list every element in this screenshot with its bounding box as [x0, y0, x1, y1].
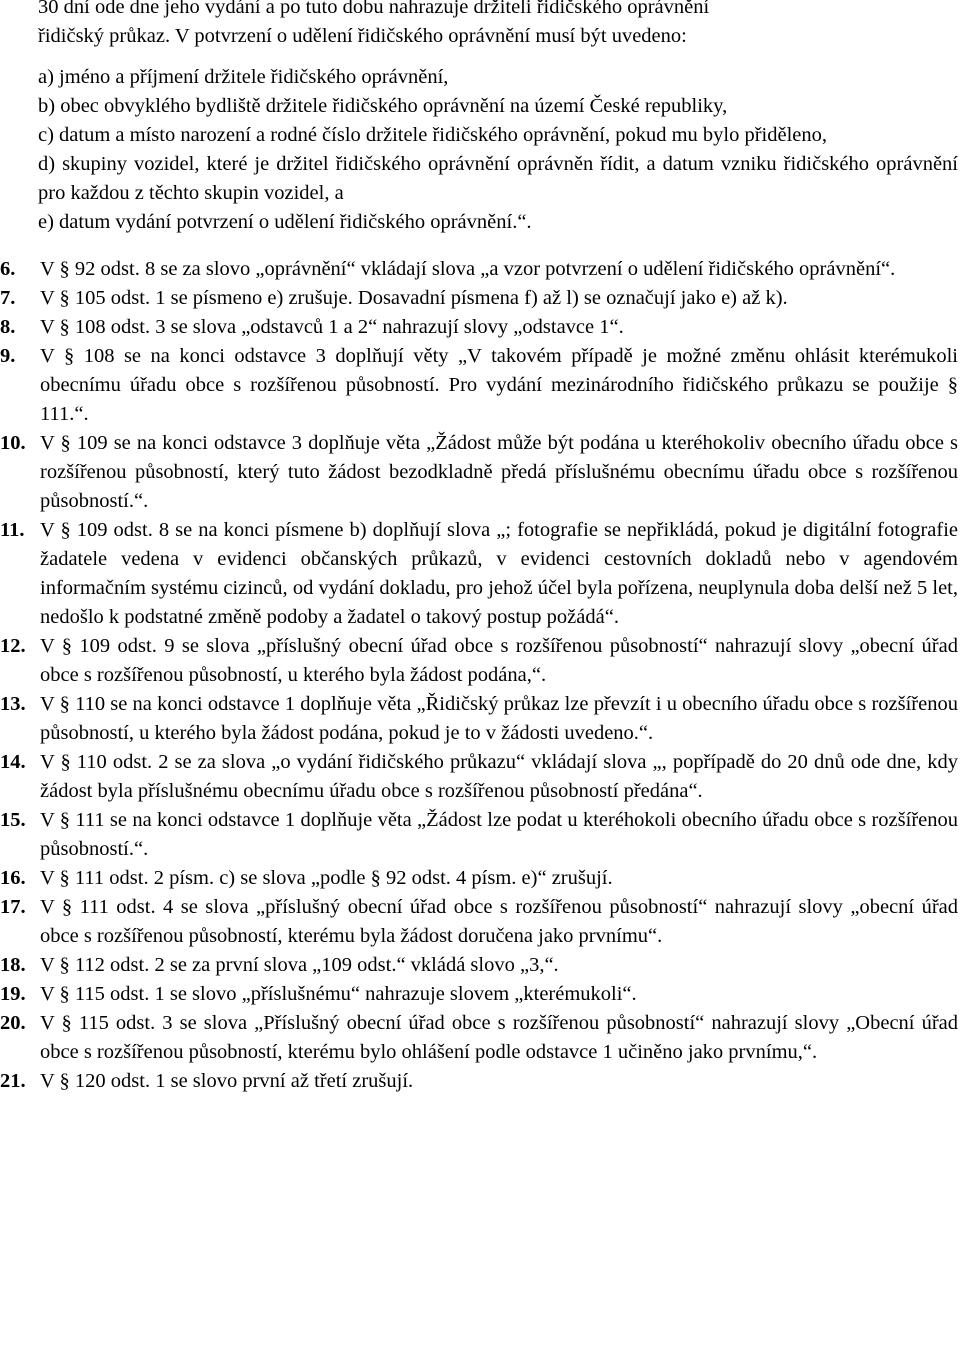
intro-line-2: řidičský průkaz. V potvrzení o udělení řidičského oprávnění musí být uvedeno: — [38, 25, 687, 47]
item-number: 9. — [0, 345, 16, 367]
list-item-a: a) jméno a příjmení držitele řidičského oprávnění, — [38, 66, 449, 88]
item-text: V § 111 odst. 2 písm. c) se slova „podle § 92 odst. 4 písm. e)“ zrušují. — [40, 867, 613, 889]
item-number: 12. — [0, 635, 26, 657]
item-text: V § 112 odst. 2 se za první slova „109 odst.“ vkládá slovo „3,“. — [40, 954, 559, 976]
item-number: 17. — [0, 896, 26, 918]
item-text: V § 105 odst. 1 se písmeno e) zrušuje. Dosavadní písmena f) až l) se označují jako e) až k). — [40, 287, 788, 309]
item-text: V § 120 odst. 1 se slovo první až třetí zrušují. — [40, 1070, 414, 1092]
item-text: V § 115 odst. 3 se slova „Příslušný obecní úřad obce s rozšířenou působností“ nahrazují slovy „Obecní úřad obce s rozšířenou působností, kterému bylo ohlášení podle odstavce 1 učiněno jako prvnímu,“. — [40, 1012, 958, 1063]
item-text: V § 110 se na konci odstavce 1 doplňuje věta „Řidičský průkaz lze převzít i u obecního úřadu obce s rozšířenou působností, u kterého byla žádost podána, pokud je to v žádosti uvedeno.“. — [40, 693, 958, 744]
item-number: 16. — [0, 867, 26, 889]
item-number: 10. — [0, 432, 26, 454]
amendment-item-6 — [0, 255, 958, 284]
item-text: V § 115 odst. 1 se slovo „příslušnému“ nahrazuje slovem „kterémukoli“. — [40, 983, 637, 1005]
amendment-item-20 — [0, 1009, 958, 1067]
item-number: 11. — [0, 519, 25, 541]
item-text: V § 92 odst. 8 se za slovo „oprávnění“ vkládají slova „a vzor potvrzení o udělení řidičského oprávnění“. — [40, 258, 896, 280]
amendment-item-17 — [0, 893, 958, 951]
item-number: 18. — [0, 954, 26, 976]
amendment-item-12 — [0, 632, 958, 690]
amendment-item-10 — [0, 429, 958, 516]
item-number: 19. — [0, 983, 26, 1005]
amendment-item-11 — [0, 516, 958, 632]
item-number: 6. — [0, 258, 16, 280]
amendment-item-8 — [0, 313, 958, 342]
amendment-item-16 — [0, 864, 958, 893]
item-number: 21. — [0, 1070, 26, 1092]
item-text: V § 109 se na konci odstavce 3 doplňuje věta „Žádost může být podána u kteréhokoliv obecního úřadu obce s rozšířenou působností, který tuto žádost bezodkladně předá příslušnému obecnímu úřadu obce s rozšířenou působností.“. — [40, 432, 958, 512]
amendment-item-9 — [0, 342, 958, 429]
amendment-item-14 — [0, 748, 958, 806]
item-text: V § 109 odst. 9 se slova „příslušný obecní úřad obce s rozšířenou působností“ nahrazují slovy „obecní úřad obce s rozšířenou působností, u kterého byla žádost podána,“. — [40, 635, 958, 686]
item-number: 15. — [0, 809, 26, 831]
list-item-d: d) skupiny vozidel, které je držitel řidičského oprávnění oprávněn řídit, a datum vzniku řidičského oprávnění pro každou z těchto skupin vozidel, a — [38, 153, 958, 204]
item-number: 13. — [0, 693, 26, 715]
amendment-item-15 — [0, 806, 958, 864]
item-text: V § 108 se na konci odstavce 3 doplňují věty „V takovém případě je možné změnu ohlásit kterémukoli obecnímu úřadu obce s rozšířenou působností. Pro vydání mezinárodního řidičského průkazu se použije § 111.“. — [40, 345, 958, 425]
item-text: V § 111 odst. 4 se slova „příslušný obecní úřad obce s rozšířenou působností“ nahrazují slovy „obecní úřad obce s rozšířenou působností, kterému byla žádost doručena jako prvnímu“. — [40, 896, 958, 947]
list-item-c: c) datum a místo narození a rodné číslo držitele řidičského oprávnění, pokud mu bylo přiděleno, — [38, 124, 828, 146]
list-item-b: b) obec obvyklého bydliště držitele řidičského oprávnění na území České republiky, — [38, 95, 728, 117]
item-number: 8. — [0, 316, 16, 338]
item-text: V § 111 se na konci odstavce 1 doplňuje věta „Žádost lze podat u kteréhokoli obecního úřadu obce s rozšířenou působností.“. — [40, 809, 958, 860]
amendment-list — [0, 255, 958, 1096]
amendment-item-7 — [0, 284, 958, 313]
amendment-item-18 — [0, 951, 958, 980]
spacer — [0, 51, 958, 63]
item-number: 7. — [0, 287, 16, 309]
requirements-list — [0, 63, 958, 237]
item-number: 20. — [0, 1012, 26, 1034]
intro-line-1: 30 dní ode dne jeho vydání a po tuto dobu nahrazuje držiteli řidičského oprávnění — [38, 0, 710, 18]
amendment-item-21 — [0, 1067, 958, 1096]
item-number: 14. — [0, 751, 26, 773]
amendment-item-19 — [0, 980, 958, 1009]
item-text: V § 110 odst. 2 se za slova „o vydání řidičského průkazu“ vkládají slova „, popřípadě do 20 dnů ode dne, kdy žádost byla příslušnému obecnímu úřadu obce s rozšířenou působností předána“. — [40, 751, 958, 802]
item-text: V § 108 odst. 3 se slova „odstavců 1 a 2“ nahrazují slovy „odstavce 1“. — [40, 316, 624, 338]
list-item-e: e) datum vydání potvrzení o udělení řidičského oprávnění.“. — [38, 211, 532, 233]
amendment-item-13 — [0, 690, 958, 748]
item-text: V § 109 odst. 8 se na konci písmene b) doplňují slova „; fotografie se nepřikládá, pokud je digitální fotografie žadatele vedena v evidenci občanských průkazů, v evidenci cestovních dokladů nebo v agendovém informačním systému cizinců, od vydání dokladu, pro jehož účel byla pořízena, neuplynula doba delší než 5 let, nedošlo k podstatné změně podoby a žadatel o takový postup požádá“. — [40, 519, 958, 628]
spacer — [0, 237, 958, 255]
